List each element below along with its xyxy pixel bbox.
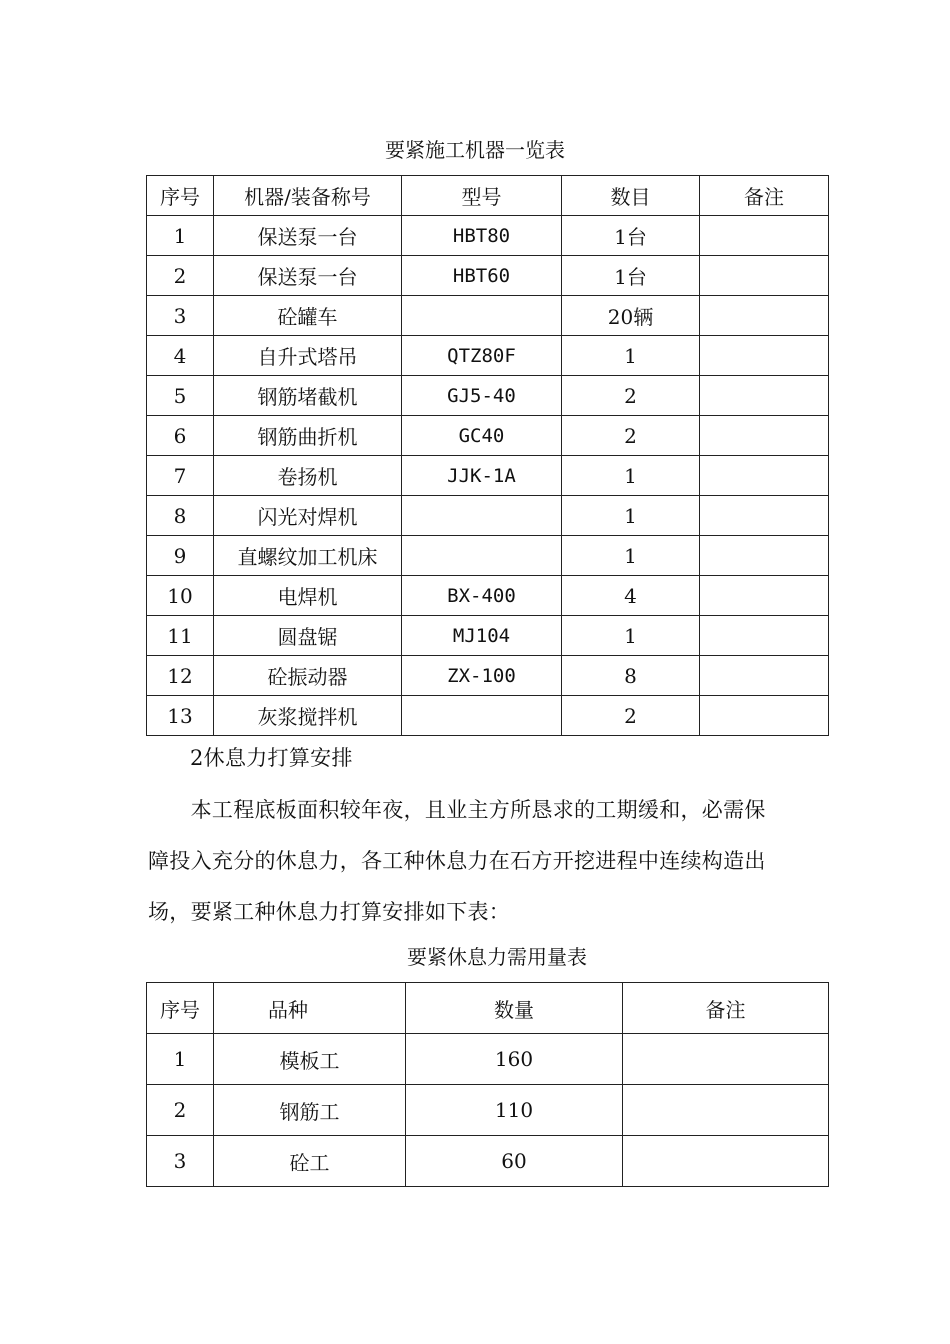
table-cell: 钢筋堵截机 <box>214 376 402 416</box>
table-row <box>147 576 829 616</box>
table-cell: 1 <box>562 336 700 376</box>
table-row <box>147 216 829 256</box>
table-row <box>147 416 829 456</box>
table-cell: 2 <box>147 1085 214 1136</box>
table-row <box>147 296 829 336</box>
table-row <box>147 1085 829 1136</box>
table-cell: 1台 <box>562 216 700 256</box>
table-header-row <box>147 176 829 216</box>
column-header: 数量 <box>406 983 623 1034</box>
table-cell: 自升式塔吊 <box>214 336 402 376</box>
table-cell: 8 <box>562 656 700 696</box>
table-cell: 圆盘锯 <box>214 616 402 656</box>
table-cell <box>623 1136 829 1187</box>
table-row <box>147 536 829 576</box>
table-cell: 直螺纹加工机床 <box>214 536 402 576</box>
column-header: 备注 <box>623 983 829 1034</box>
column-header: 机器/装备称号 <box>214 176 402 216</box>
table-cell: 模板工 <box>214 1034 406 1085</box>
table-row <box>147 256 829 296</box>
table-row <box>147 496 829 536</box>
table1-caption: 要紧施工机器一览表 <box>385 138 565 162</box>
table-cell <box>402 496 562 536</box>
table-cell: 4 <box>562 576 700 616</box>
table-cell: ZX-100 <box>402 656 562 696</box>
table-cell: BX-400 <box>402 576 562 616</box>
table-cell: 12 <box>147 656 214 696</box>
table-row <box>147 696 829 736</box>
table-cell <box>623 1034 829 1085</box>
table-row <box>147 336 829 376</box>
table-cell: 卷扬机 <box>214 456 402 496</box>
table-cell <box>402 296 562 336</box>
table-row <box>147 456 829 496</box>
table-cell: 11 <box>147 616 214 656</box>
table-cell <box>700 696 829 736</box>
table-cell: GJ5-40 <box>402 376 562 416</box>
table-cell: 保送泵一台 <box>214 256 402 296</box>
table-cell: 3 <box>147 1136 214 1187</box>
table-cell: JJK-1A <box>402 456 562 496</box>
table-cell: 160 <box>406 1034 623 1085</box>
section-heading: 2休息力打算安排 <box>190 746 353 770</box>
table-cell: MJ104 <box>402 616 562 656</box>
table-cell: 闪光对焊机 <box>214 496 402 536</box>
table-cell <box>700 616 829 656</box>
table-row <box>147 376 829 416</box>
paragraph-line: 本工程底板面积较年夜，且业主方所恳求的工期缓和，必需保 <box>148 798 766 822</box>
table2-caption: 要紧休息力需用量表 <box>407 945 587 969</box>
table-cell: 5 <box>147 376 214 416</box>
table-cell: 110 <box>406 1085 623 1136</box>
column-header: 备注 <box>700 176 829 216</box>
table-cell: 保送泵一台 <box>214 216 402 256</box>
column-header: 序号 <box>147 176 214 216</box>
table-cell <box>700 456 829 496</box>
table-cell <box>700 376 829 416</box>
table-cell: 1 <box>562 456 700 496</box>
table-row <box>147 1136 829 1187</box>
table-cell: 电焊机 <box>214 576 402 616</box>
labor-table-body <box>147 983 829 1187</box>
table-cell: 灰浆搅拌机 <box>214 696 402 736</box>
paragraph-line: 场，要紧工种休息力打算安排如下表： <box>148 900 511 924</box>
table-cell: 钢筋工 <box>214 1085 406 1136</box>
table-cell: GC40 <box>402 416 562 456</box>
table-row <box>147 656 829 696</box>
table-cell: 7 <box>147 456 214 496</box>
table-cell: 砼工 <box>214 1136 406 1187</box>
table-cell: 1 <box>147 1034 214 1085</box>
labor-table <box>146 982 829 1187</box>
table-cell <box>700 216 829 256</box>
table-cell <box>402 536 562 576</box>
table-cell <box>700 416 829 456</box>
table-cell: 1 <box>147 216 214 256</box>
table-cell <box>700 496 829 536</box>
table-header-row <box>147 983 829 1034</box>
table-cell <box>623 1085 829 1136</box>
table-row <box>147 616 829 656</box>
table-cell <box>700 296 829 336</box>
table-cell: 1 <box>562 496 700 536</box>
table-cell <box>700 536 829 576</box>
table-cell: 砼振动器 <box>214 656 402 696</box>
table-cell: 8 <box>147 496 214 536</box>
table-cell: 1 <box>562 616 700 656</box>
table-cell: 2 <box>147 256 214 296</box>
column-header: 数目 <box>562 176 700 216</box>
table-cell: 4 <box>147 336 214 376</box>
table-cell <box>700 336 829 376</box>
table-cell: 60 <box>406 1136 623 1187</box>
table-cell: 钢筋曲折机 <box>214 416 402 456</box>
table-cell <box>700 656 829 696</box>
table-cell: 13 <box>147 696 214 736</box>
column-header: 品种 <box>214 983 406 1034</box>
table-cell <box>700 576 829 616</box>
table-cell: 10 <box>147 576 214 616</box>
table-cell <box>402 696 562 736</box>
table-cell: 1 <box>562 536 700 576</box>
table-cell: 2 <box>562 416 700 456</box>
table-cell: 20辆 <box>562 296 700 336</box>
table-cell: 3 <box>147 296 214 336</box>
table-row <box>147 1034 829 1085</box>
table-cell: 1台 <box>562 256 700 296</box>
column-header: 序号 <box>147 983 214 1034</box>
section-paragraph <box>148 785 808 938</box>
column-header: 型号 <box>402 176 562 216</box>
equipment-table-body <box>147 176 829 736</box>
table-cell: HBT60 <box>402 256 562 296</box>
equipment-table <box>146 175 829 736</box>
table-cell: QTZ80F <box>402 336 562 376</box>
paragraph-line: 障投入充分的休息力，各工种休息力在石方开挖进程中连续构造出 <box>148 849 766 873</box>
table-cell: 9 <box>147 536 214 576</box>
table-cell: 砼罐车 <box>214 296 402 336</box>
table-cell: HBT80 <box>402 216 562 256</box>
table-cell: 6 <box>147 416 214 456</box>
table-cell: 2 <box>562 376 700 416</box>
table-cell <box>700 256 829 296</box>
table-cell: 2 <box>562 696 700 736</box>
